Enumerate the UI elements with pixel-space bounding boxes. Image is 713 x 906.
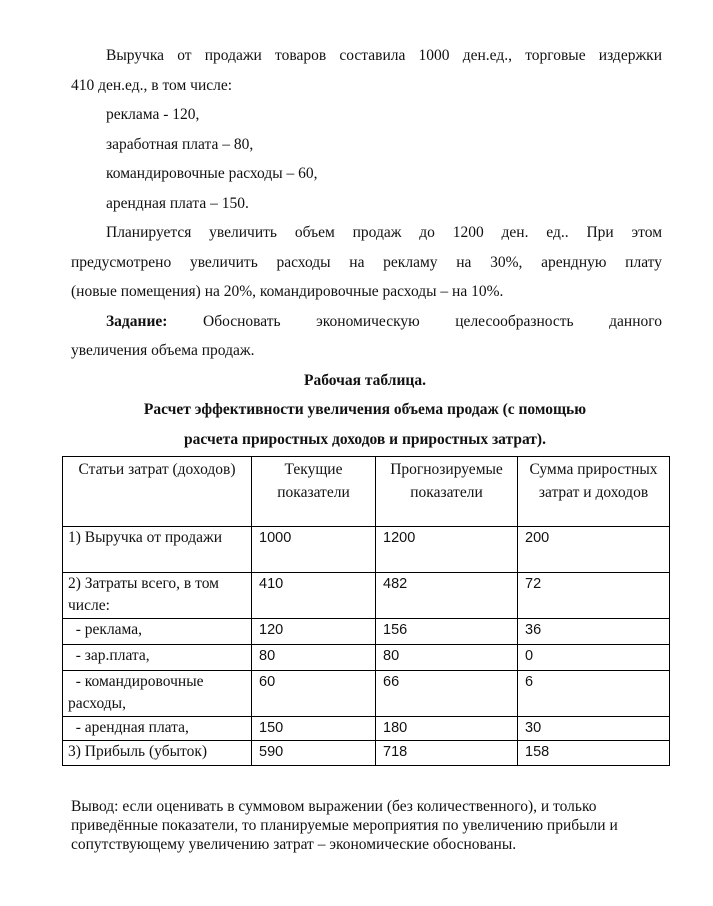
row-label: 3) Прибыль (убыток): [63, 741, 252, 766]
row-delta: 72: [518, 573, 670, 619]
expense-item-rent: арендная плата – 150.: [106, 195, 249, 212]
table-title: Рабочая таблица.: [304, 372, 426, 389]
table-row: [63, 573, 670, 619]
header-items: Статьи затрат (доходов): [63, 457, 252, 527]
table-subtitle-line-2: расчета приростных доходов и приростных затрат).: [184, 431, 546, 448]
row-delta: 36: [518, 619, 670, 645]
table-header-row: [63, 457, 670, 527]
row-forecast: 718: [376, 741, 518, 766]
conclusion-text: Вывод: если оценивать в суммовом выражении (без количественного), и только приведённые показатели, то планируемые мероприятия по увеличению прибыли и сопутствующему увеличению затрат – экономические обоснованы.: [71, 798, 618, 853]
row-current: 590: [252, 741, 376, 766]
work-table: [62, 456, 670, 766]
header-current: Текущие показатели: [252, 457, 376, 527]
row-forecast: 482: [376, 573, 518, 619]
row-current: 120: [252, 619, 376, 645]
table-row: [63, 741, 670, 766]
row-label: - командировочные расходы,: [63, 671, 252, 717]
intro-line-2: 410 ден.ед., в том числе:: [71, 77, 233, 94]
row-current: 60: [252, 671, 376, 717]
row-forecast: 1200: [376, 527, 518, 573]
row-delta: 30: [518, 717, 670, 741]
row-current: 1000: [252, 527, 376, 573]
table-row: [63, 527, 670, 573]
plan-line-3: (новые помещения) на 20%, командировочные расходы – на 10%.: [71, 283, 504, 300]
row-forecast: 156: [376, 619, 518, 645]
row-label: - зар.плата,: [63, 645, 252, 671]
table-row: [63, 645, 670, 671]
row-current: 80: [252, 645, 376, 671]
task-line-2: увеличения объема продаж.: [71, 342, 255, 359]
task-text: Обосновать экономическую целесообразность данного: [203, 313, 662, 330]
row-delta: 200: [518, 527, 670, 573]
row-current: 410: [252, 573, 376, 619]
row-delta: 6: [518, 671, 670, 717]
row-delta: 158: [518, 741, 670, 766]
header-forecast: Прогнозируемые показатели: [376, 457, 518, 527]
row-label: - арендная плата,: [63, 717, 252, 741]
row-forecast: 66: [376, 671, 518, 717]
row-forecast: 80: [376, 645, 518, 671]
task-label: Задание:: [106, 313, 168, 330]
row-label: 1) Выручка от продажи: [63, 527, 252, 573]
row-label: 2) Затраты всего, в том числе:: [63, 573, 252, 619]
expense-item-travel: командировочные расходы – 60,: [106, 165, 318, 182]
plan-line-2: предусмотрено увеличить расходы на рекламу на 30%, арендную плату: [71, 254, 662, 271]
expense-item-salary: заработная плата – 80,: [106, 136, 254, 153]
row-label: - реклама,: [63, 619, 252, 645]
header-delta: Сумма приростных затрат и доходов: [518, 457, 670, 527]
task-line-1: [106, 312, 662, 332]
plan-line-1: Планируется увеличить объем продаж до 1200 ден. ед.. При этом: [106, 224, 662, 241]
table-row: [63, 619, 670, 645]
row-delta: 0: [518, 645, 670, 671]
row-forecast: 180: [376, 717, 518, 741]
table-row: [63, 717, 670, 741]
expense-item-advertising: реклама - 120,: [106, 106, 200, 123]
row-current: 150: [252, 717, 376, 741]
intro-line-1: Выручка от продажи товаров составила 1000 ден.ед., торговые издержки: [106, 47, 662, 64]
table-subtitle-line-1: Расчет эффективности увеличения объема продаж (с помощью: [143, 401, 587, 418]
table-row: [63, 671, 670, 717]
